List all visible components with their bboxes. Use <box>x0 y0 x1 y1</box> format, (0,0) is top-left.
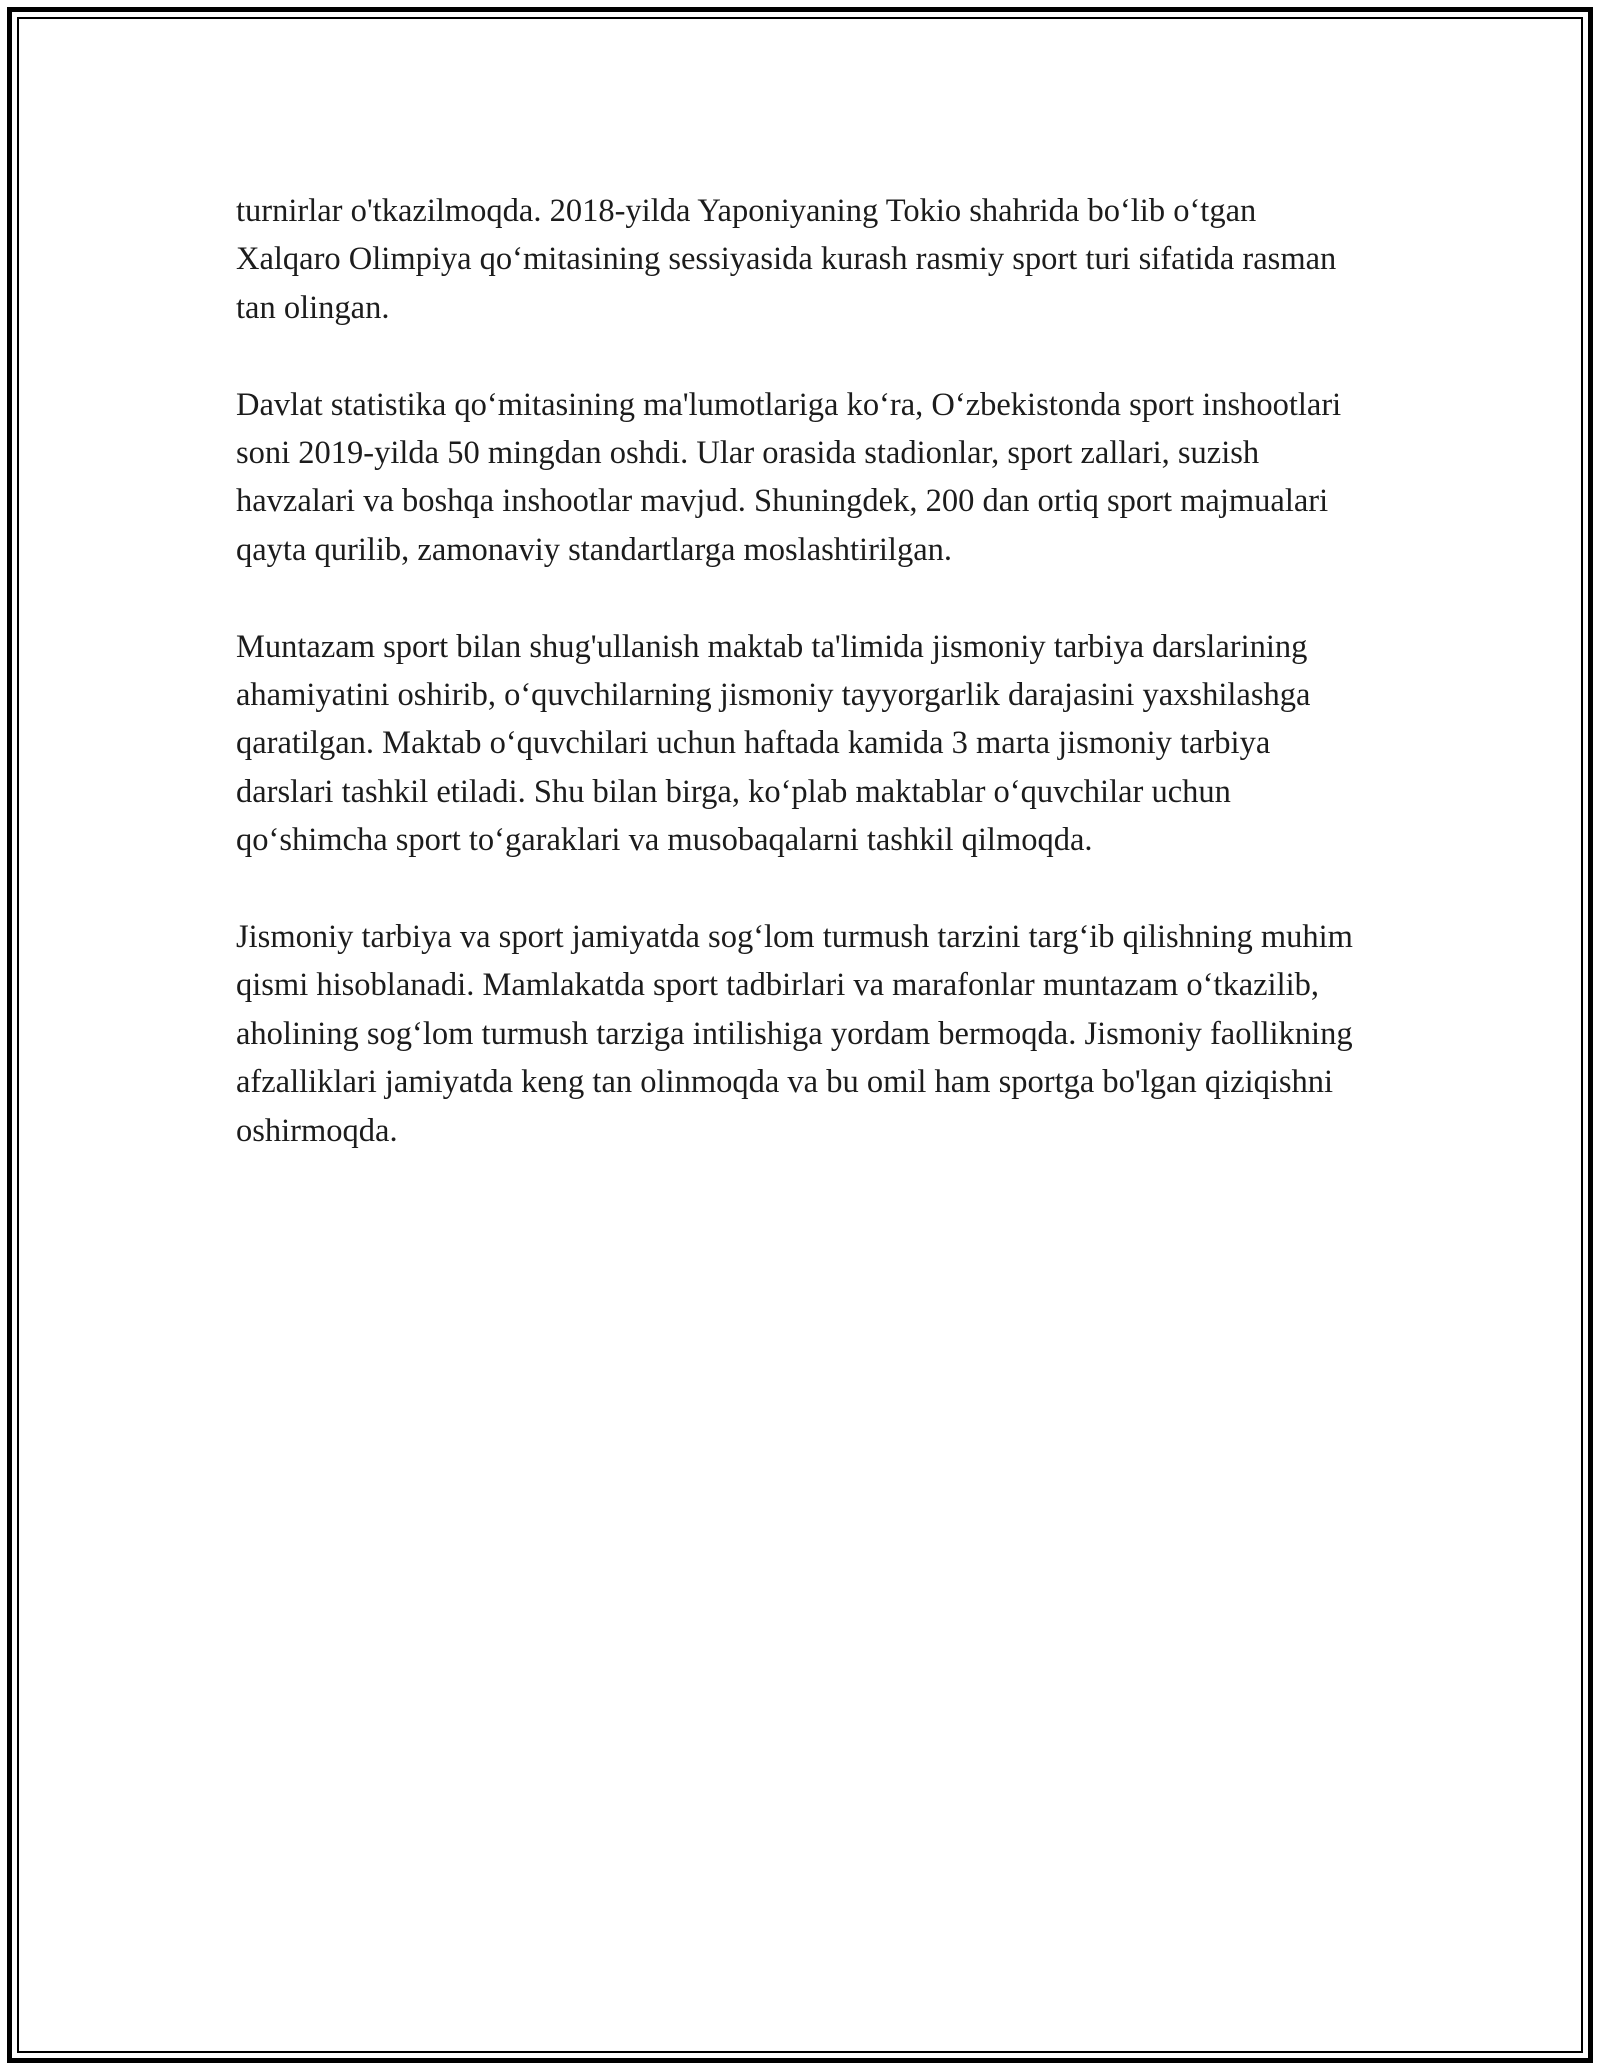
paragraph-2: Davlat statistika qo‘mitasining ma'lumotlariga ko‘ra, O‘zbekistonda sport inshootlari soni 2019-yilda 50 mingdan oshdi. Ular orasida stadionlar, sport zallari, suzish havzalari va boshqa inshootlar mavjud. Shuningdek, 200 dan ortiq sport majmualari qayta qurilib, zamonaviy standartlarga moslashtirilgan. <box>236 386 1342 568</box>
paragraph-1: turnirlar o'tkazilmoqda. 2018-yilda Yaponiyaning Tokio shahrida bo‘lib o‘tgan Xalqaro Olimpiya qo‘mitasining sessiyasida kurash rasmiy sport turi sifatida rasman tan olingan. <box>236 193 1337 326</box>
paragraph-3: Muntazam sport bilan shug'ullanish maktab ta'limida jismoniy tarbiya darslarining ahamiyatini oshirib, o‘quvchilarning jismoniy tayyorgarlik darajasini yaxshilashga qaratilgan. Maktab o‘quvchilari uchun haftada kamida 3 marta jismoniy tarbiya darslari tashkil etiladi. Shu bilan birga, ko‘plab maktablar o‘quvchilar uchun qo‘shimcha sport to‘garaklari va musobaqalarni tashkil qilmoqda. <box>236 628 1311 859</box>
paragraph-4: Jismoniy tarbiya va sport jamiyatda sog‘lom turmush tarzini targ‘ib qilishning muhim qismi hisoblanadi. Mamlakatda sport tadbirlari va marafonlar muntazam o‘tkazilib, aholining sog‘lom turmush tarziga intilishiga yordam bermoqda. Jismoniy faollikning afzalliklari jamiyatda keng tan olinmoqda va bu omil ham sportga bo'lgan qiziqishni oshirmoqda. <box>236 919 1353 1149</box>
document-body <box>236 187 1366 1155</box>
